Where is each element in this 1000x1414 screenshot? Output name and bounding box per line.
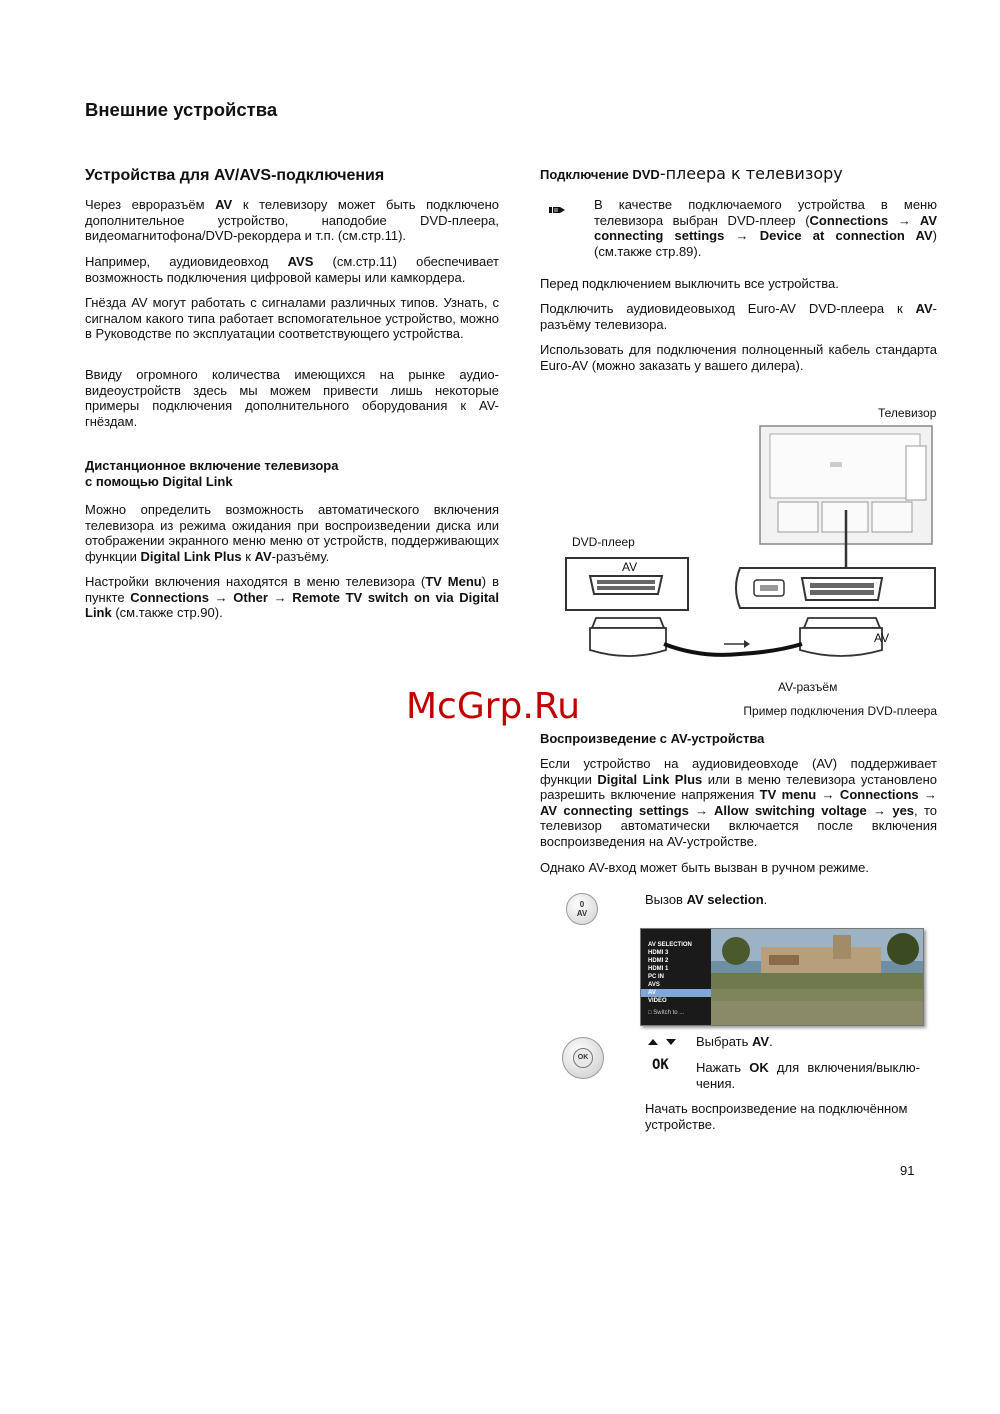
dvd-player-label: DVD-плеер (572, 535, 635, 549)
paragraph-connect-euro-av: Подключить аудиовидеовыход Euro-AV DVD-плеера к AV-разъёму телевизора. (540, 301, 937, 332)
paragraph-signal-types: Гнёзда AV могут работать с сигналами различных типов. Узнать, с сигналом какого типа работает вспомогательное устройство, можно в Руководстве по эксплуатации соответствующего устройства. (85, 295, 499, 341)
step-press-ok: Нажать OK для включения/выклю-чения. (696, 1060, 920, 1091)
paragraph-avs: Например, аудиовидеовход AVS (см.стр.11) обеспечивает возможность подключения цифровой камеры или камкордера. (85, 254, 499, 285)
section-heading-av-playback: Воспроизведение с AV-устройства (540, 731, 765, 746)
page-number: 91 (900, 1163, 915, 1178)
up-down-arrows-icon (646, 1036, 680, 1048)
page-title: Внешние устройства (85, 99, 278, 120)
step-select-av: Выбрать AV. (696, 1034, 773, 1049)
menu-item-avs[interactable]: AVS (648, 982, 660, 988)
menu-item-pc-in[interactable]: PC IN (648, 974, 665, 980)
watermark: McGrp.Ru (406, 686, 581, 727)
menu-item-av[interactable]: AV (641, 989, 711, 997)
paragraph-auto-power-on: Можно определить возможность автоматического включения телевизора из режима ожидания при воспроизведении диска или отображении экранного меню меню от устройств, поддерживающих функции Digital Link Plus к AV-разъёму. (85, 502, 499, 564)
section-heading-av-avs: Устройства для AV/AVS-подключения (85, 167, 385, 184)
tv-connector-panel (736, 568, 935, 608)
section-heading-dvd-connection: Подключение DVD-плеера к телевизору (540, 164, 843, 183)
paragraph-switch-off: Перед подключением выключить все устройства. (540, 276, 839, 291)
dvd-av-port-label: AV (622, 560, 638, 574)
section-heading-digital-link: Дистанционное включение телевизора с помощью Digital Link (85, 458, 339, 489)
ok-key-label: OK (652, 1057, 669, 1073)
menu-item-hdmi3[interactable]: HDMI 3 (648, 950, 669, 956)
menu-footer: □ Switch to ... (648, 1010, 685, 1016)
diagram-caption: Пример подключения DVD-плеера (743, 704, 937, 718)
av-selection-screenshot (640, 928, 924, 1026)
note-dvd-selected: В качестве подключаемого устройства в меню телевизора выбран DVD-плеер (Connections → AV connecting settings → Device at connection AV) (см.также стр.89). (594, 197, 938, 259)
remote-navigation-ring[interactable] (562, 1037, 604, 1079)
paragraph-auto-playback: Если устройство на аудиовидеовходе (AV) поддерживает функции Digital Link Plus или в меню телевизора установлено разрешить включение напряжения TV menu → Connections → AV connecting settings → Allow switching voltage → yes, то телевизор автоматически включается после включения воспроизведения на AV-устройстве. (540, 756, 938, 849)
hand-pointer-icon (549, 203, 567, 213)
tv-label: Телевизор (878, 406, 937, 420)
remote-ok-button[interactable]: OK (573, 1048, 593, 1068)
paragraph-av-intro: Через евроразъём AV к телевизору может быть подключено дополнительное устройство, наподобие DVD-плеера, видеомагнитофона/DVD-рекордера и т.п. (см.стр.11). (85, 197, 499, 243)
menu-item-hdmi1[interactable]: HDMI 1 (648, 966, 669, 972)
tv-scart-plug (800, 618, 882, 656)
paragraph-power-on-settings: Настройки включения находятся в меню телевизора (TV Menu) в пункте Connections → Other → Remote TV switch on via Digital Link (см.также стр.90). (85, 574, 499, 620)
dvd-scart-plug (590, 618, 666, 656)
remote-0-av-button[interactable]: 0 AV (566, 893, 598, 925)
menu-title: AV SELECTION (648, 942, 692, 948)
paragraph-manual-mode: Однако AV-вход может быть вызван в ручном режиме. (540, 860, 869, 875)
av-selection-menu (641, 929, 711, 1026)
paragraph-cable: Использовать для подключения полноценный кабель стандарта Euro-AV (можно заказать у вашего дилера). (540, 342, 937, 373)
step-start-playback: Начать воспроизведение на подключённом устройстве. (645, 1101, 908, 1132)
step-call-av-selection: Вызов AV selection. (645, 892, 768, 907)
paragraph-examples: Ввиду огромного количества имеющихся на рынке аудио-видеоустройств здесь мы можем привести лишь некоторые примеры подключения дополнительного оборудования к AV-гнёздам. (85, 367, 499, 429)
menu-item-hdmi2[interactable]: HDMI 2 (648, 958, 669, 964)
menu-item-video[interactable]: VIDEO (648, 998, 667, 1004)
av-socket-label: AV-разъём (778, 680, 838, 694)
tv-plug-av-label: AV (874, 631, 890, 645)
